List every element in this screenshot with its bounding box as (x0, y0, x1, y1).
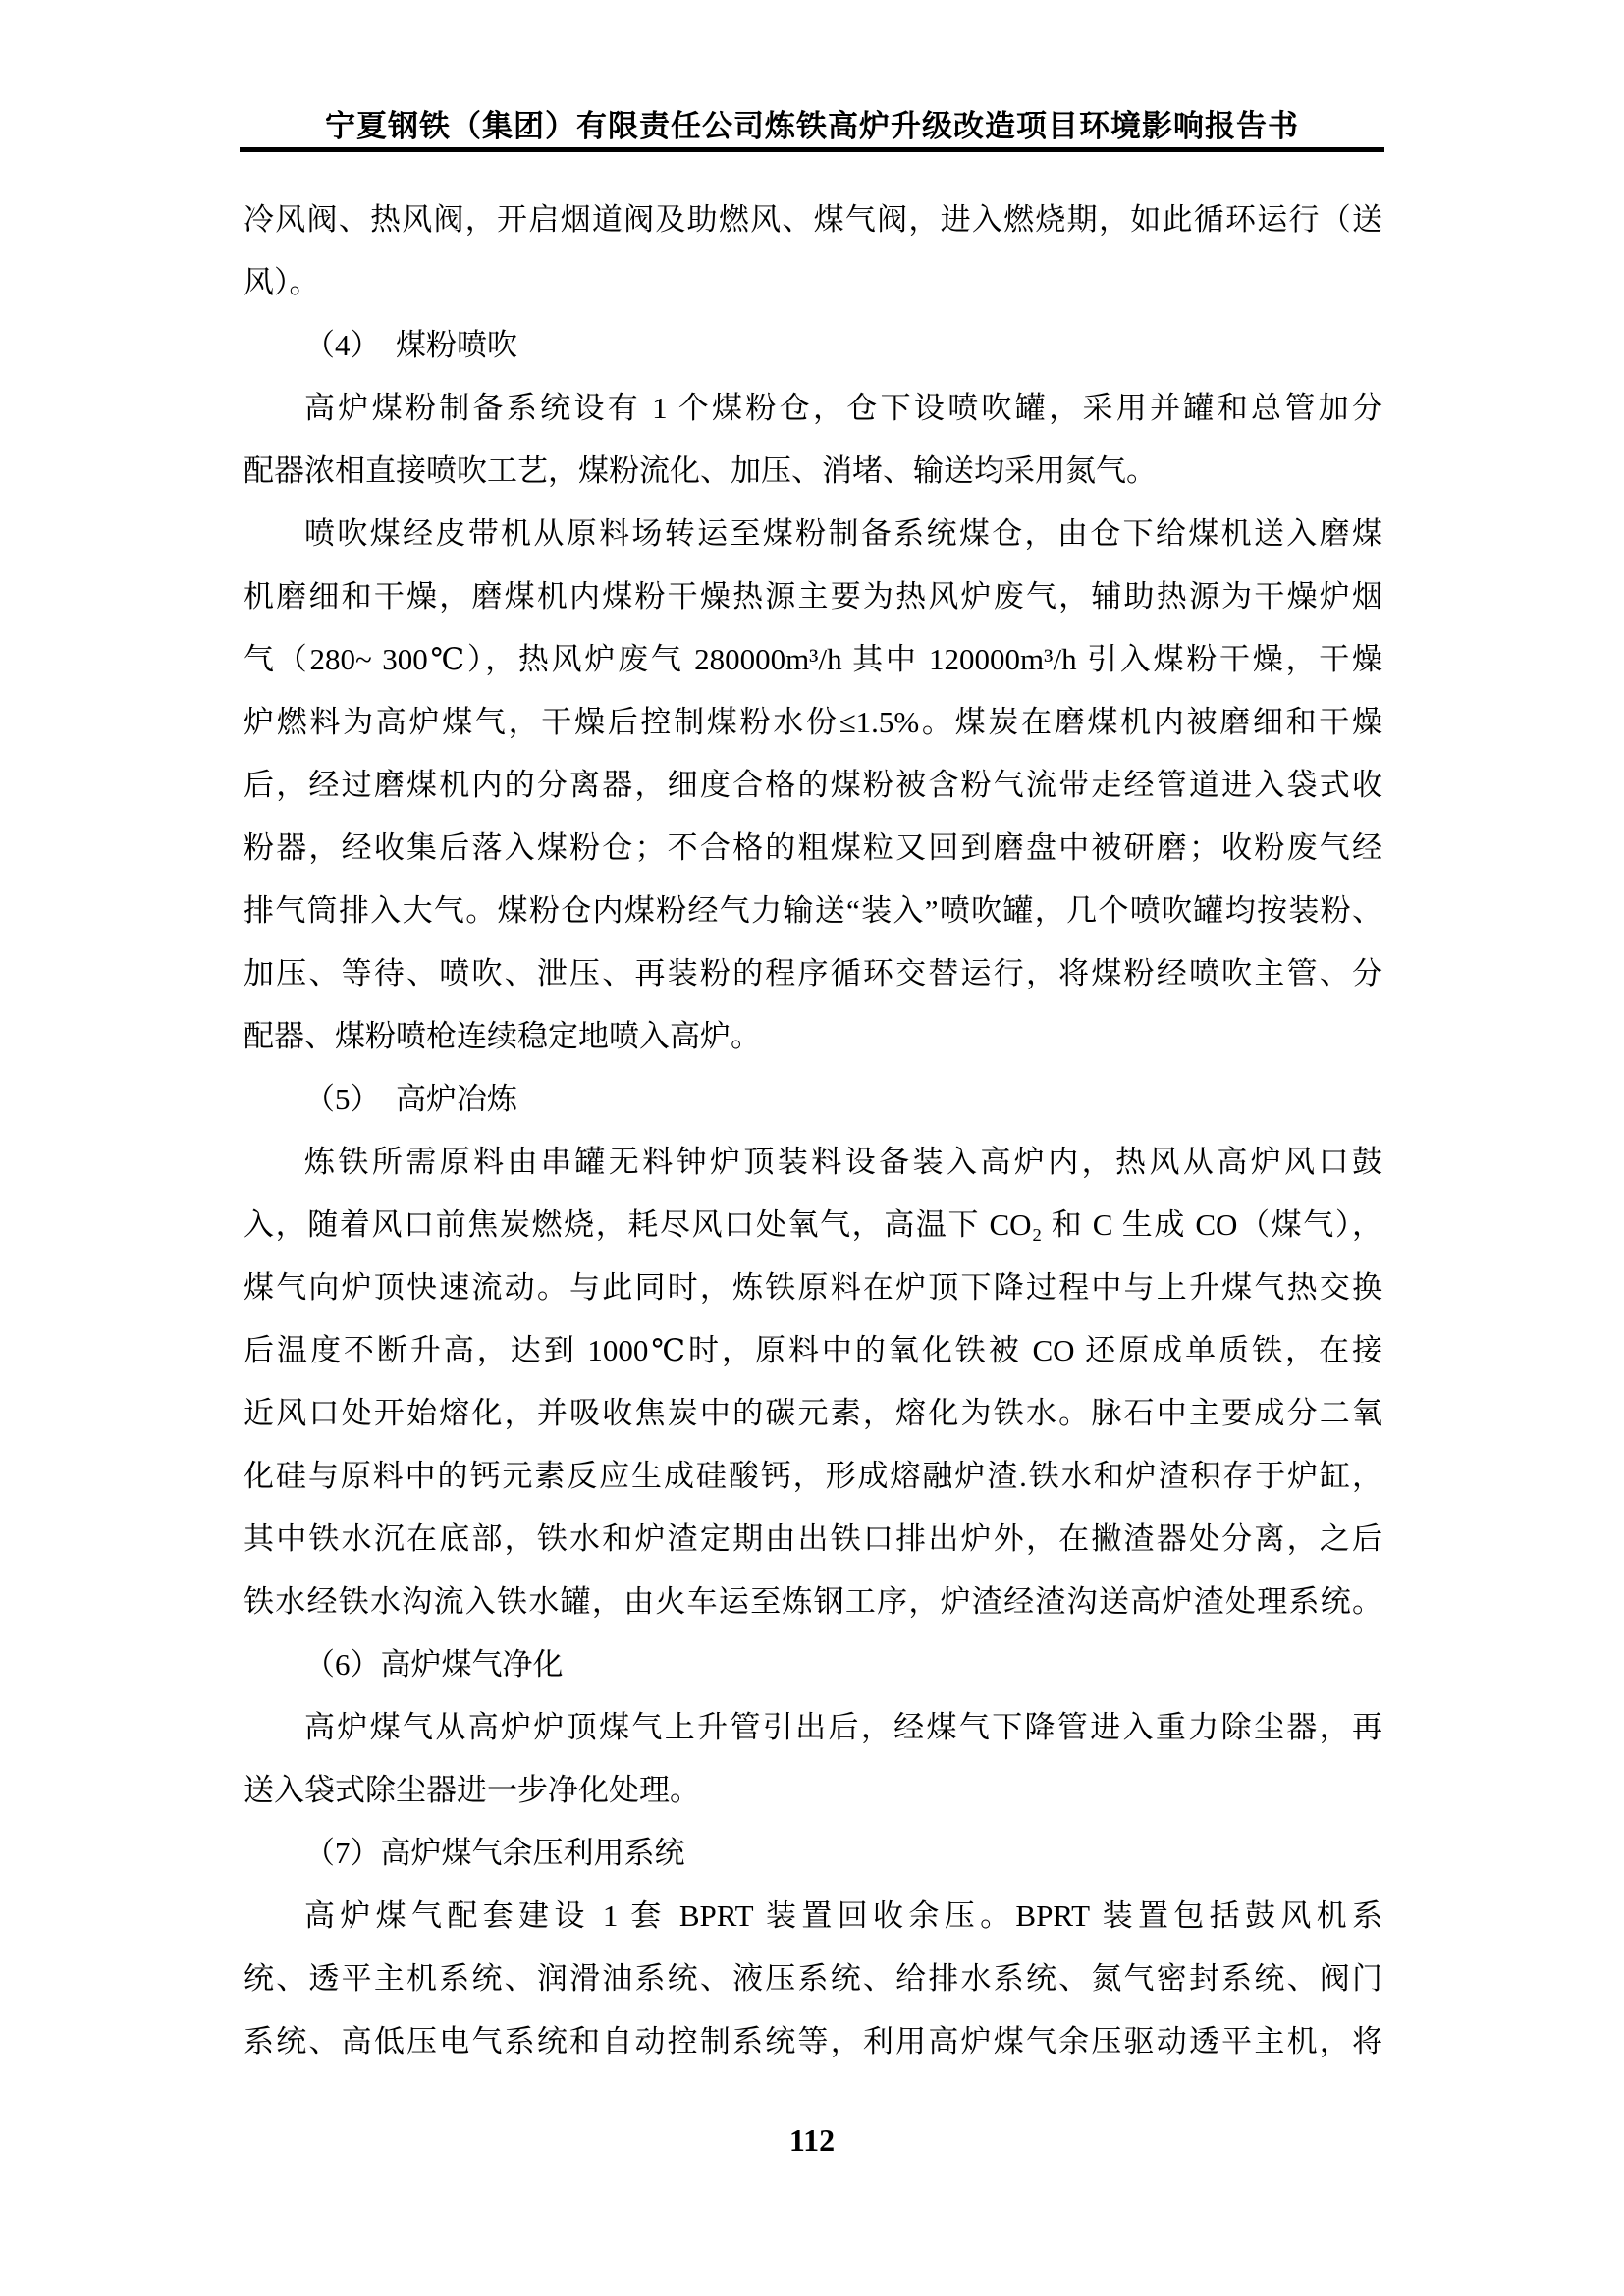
text-line: 高炉煤气配套建设 1 套 BPRT 装置回收余压。BPRT 装置包括鼓风机系 (304, 1898, 1382, 1933)
text-line: 配器浓相直接喷吹工艺，煤粉流化、加压、消堵、输送均采用氮气。 (244, 454, 1157, 488)
text-line: 化硅与原料中的钙元素反应生成硅酸钙，形成熔融炉渣.铁水和炉渣积存于炉缸， (244, 1459, 1382, 1493)
text-line: 铁水经铁水沟流入铁水罐，由火车运至炼钢工序，炉渣经渣沟送高炉渣处理系统。 (244, 1584, 1382, 1619)
page-number: 112 (788, 2122, 836, 2158)
text-line: 喷吹煤经皮带机从原料场转运至煤粉制备系统煤仓，由仓下给煤机送入磨煤 (304, 516, 1382, 551)
page-header (240, 110, 1384, 152)
text-line: 机磨细和干燥，磨煤机内煤粉干燥热源主要为热风炉废气，辅助热源为干燥炉烟 (244, 579, 1382, 614)
text-line: 配器、煤粉喷枪连续稳定地喷入高炉。 (244, 1019, 761, 1053)
text-line: （5） 高炉冶炼 (304, 1082, 517, 1116)
text-line: 近风口处开始熔化，并吸收焦炭中的碳元素，熔化为铁水。脉石中主要成分二氧 (244, 1396, 1382, 1430)
page-footer (0, 2120, 1624, 2160)
text-line: （6）高炉煤气净化 (304, 1647, 564, 1682)
text-line: 后，经过磨煤机内的分离器，细度合格的煤粉被含粉气流带走经管道进入袋式收 (244, 768, 1382, 802)
text-line: 送入袋式除尘器进一步净化处理。 (244, 1773, 700, 1807)
text-line: 高炉煤粉制备系统设有 1 个煤粉仓，仓下设喷吹罐，采用并罐和总管加分 (304, 391, 1382, 425)
text-line: （4） 煤粉喷吹 (304, 328, 517, 362)
text-line: 统、透平主机系统、润滑油系统、液压系统、给排水系统、氮气密封系统、阀门 (244, 1961, 1382, 1996)
text-line: 气（280~ 300℃），热风炉废气 280000m³/h 其中 120000m³/h 引入煤粉干燥，干燥 (244, 642, 1382, 676)
text-line: 后温度不断升高，达到 1000℃时，原料中的氧化铁被 CO 还原成单质铁，在接 (244, 1333, 1382, 1367)
text-line: 炼铁所需原料由串罐无料钟炉顶装料设备装入高炉内，热风从高炉风口鼓 (304, 1145, 1382, 1179)
text-line: 炉燃料为高炉煤气，干燥后控制煤粉水份≤1.5%。煤炭在磨煤机内被磨细和干燥 (244, 705, 1382, 739)
text-line: 加压、等待、喷吹、泄压、再装粉的程序循环交替运行，将煤粉经喷吹主管、分 (244, 956, 1382, 990)
text-line: 高炉煤气从高炉炉顶煤气上升管引出后，经煤气下降管进入重力除尘器，再 (304, 1710, 1382, 1744)
text-line: 风）。 (244, 265, 320, 299)
text-line: 系统、高低压电气系统和自动控制系统等，利用高炉煤气余压驱动透平主机，将 (244, 2024, 1382, 2058)
document-lines (244, 188, 1382, 2073)
text-line: （7）高炉煤气余压利用系统 (304, 1836, 685, 1870)
text-line: 粉器，经收集后落入煤粉仓；不合格的粗煤粒又回到磨盘中被研磨；收粉废气经 (244, 830, 1382, 865)
text-line: 煤气向炉顶快速流动。与此同时，炼铁原料在炉顶下降过程中与上升煤气热交换 (244, 1270, 1382, 1305)
text-line: 入，随着风口前焦炭燃烧，耗尽风口处氧气，高温下 CO₂ 和 C 生成 CO（煤气）， (244, 1207, 1382, 1242)
text-line: 冷风阀、热风阀，开启烟道阀及助燃风、煤气阀，进入燃烧期，如此循环运行（送 (244, 202, 1382, 237)
text-line: 其中铁水沉在底部，铁水和炉渣定期由出铁口排出炉外，在撇渣器处分离，之后 (244, 1522, 1382, 1556)
text-line: 排气筒排入大气。煤粉仓内煤粉经气力输送“装入”喷吹罐，几个喷吹罐均按装粉、 (244, 893, 1382, 928)
header-title: 宁夏钢铁（集团）有限责任公司炼铁高炉升级改造项目环境影响报告书 (325, 109, 1299, 143)
